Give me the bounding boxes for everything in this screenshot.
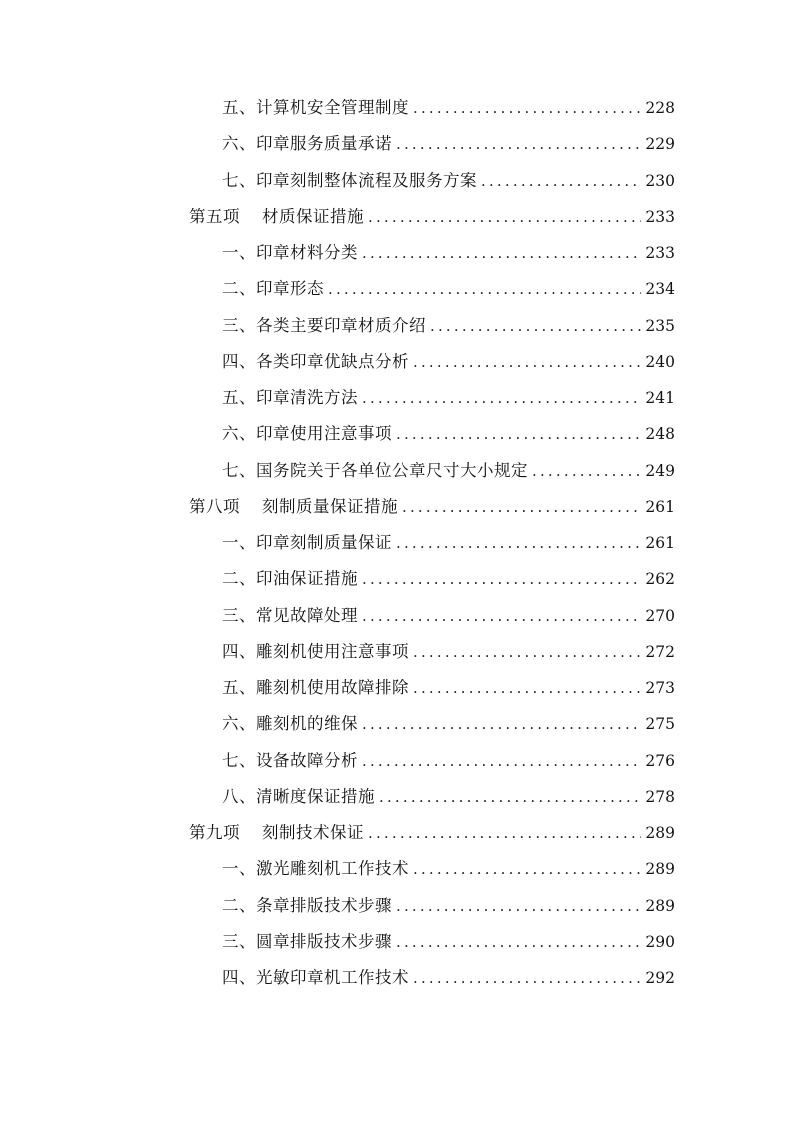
toc-page-number: 276 — [645, 751, 675, 770]
toc-entry-title-text: 三、圆章排版技术步骤 — [222, 931, 392, 951]
toc-page-number: 233 — [645, 207, 675, 226]
dot-leader — [402, 489, 641, 525]
toc-entry[interactable] — [222, 670, 675, 706]
toc-entry-title-text: 第五项 — [189, 206, 240, 226]
toc-page-number: 289 — [645, 860, 675, 879]
toc-page-number: 228 — [645, 99, 675, 117]
toc-entry-title-text: 二、条章排版技术步骤 — [222, 895, 392, 915]
toc-entry-title-text: 三、常见故障处理 — [222, 605, 358, 625]
toc-entry-title — [189, 489, 398, 525]
toc-entry-title — [222, 308, 426, 344]
dot-leader — [396, 126, 641, 162]
toc-entry-title — [189, 815, 364, 851]
toc-entry-title-text: 五、计算机安全管理制度 — [222, 98, 409, 117]
dot-leader — [413, 634, 641, 670]
toc-entry-title — [222, 416, 392, 452]
toc-entry[interactable] — [222, 525, 675, 561]
toc-entry-title — [222, 851, 409, 887]
dot-leader — [362, 235, 641, 271]
toc-entry-title-text: 七、印章刻制整体流程及服务方案 — [222, 170, 477, 190]
toc-entry-title-text: 一、印章刻制质量保证 — [222, 533, 392, 552]
dot-leader — [368, 815, 641, 851]
toc-entry[interactable] — [222, 308, 675, 344]
toc-entry-title — [222, 90, 409, 126]
dot-leader — [413, 670, 641, 706]
toc-entry-title-text: 八、清晰度保证措施 — [222, 786, 375, 806]
toc-page-number: 261 — [645, 534, 675, 552]
dot-leader — [413, 90, 641, 126]
toc-entry[interactable] — [189, 489, 675, 525]
dot-leader — [362, 743, 641, 779]
toc-entry-title-text: 第八项 — [189, 496, 240, 516]
dot-leader — [362, 561, 641, 597]
toc-entry-title — [222, 924, 392, 960]
toc-entry-title-text: 七、国务院关于各单位公章尺寸大小规定 — [222, 460, 528, 480]
toc-page-number: 272 — [645, 642, 675, 661]
dot-leader — [430, 308, 641, 344]
toc-page-number: 273 — [645, 679, 675, 697]
toc-entry-title — [222, 344, 409, 380]
toc-entry-title-text: 六、雕刻机的维保 — [222, 714, 358, 734]
toc-page-number: 240 — [645, 352, 675, 371]
toc-entry-title — [222, 163, 477, 199]
toc-entry-title — [222, 598, 358, 634]
toc-entry-title — [222, 670, 409, 706]
toc-page-number: 292 — [645, 969, 675, 987]
toc-entry-title-text: 四、光敏印章机工作技术 — [222, 968, 409, 987]
toc-page-number: 248 — [645, 425, 675, 444]
toc-entry[interactable] — [222, 634, 675, 670]
toc-entry-title-text: 四、雕刻机使用注意事项 — [222, 641, 409, 661]
dot-leader — [413, 960, 641, 996]
toc-page-number: 270 — [645, 606, 675, 625]
toc-entry-title-text: 六、印章使用注意事项 — [222, 424, 392, 444]
toc-entry-title-text: 三、各类主要印章材质介绍 — [222, 315, 426, 335]
toc-entry-title-text: 七、设备故障分析 — [222, 750, 358, 770]
dot-leader — [396, 525, 641, 561]
toc-entry[interactable] — [222, 888, 675, 924]
toc-page-number: 278 — [645, 787, 675, 806]
toc-entry[interactable] — [222, 453, 675, 489]
toc-entry[interactable] — [189, 815, 675, 851]
toc-entry[interactable] — [222, 126, 675, 162]
toc-entry-title — [222, 779, 375, 815]
toc-entry-title — [222, 960, 409, 996]
toc-entry-title — [222, 634, 409, 670]
toc-entry[interactable] — [222, 235, 675, 271]
dot-leader — [413, 851, 641, 887]
toc-entry[interactable] — [222, 90, 675, 126]
toc-entry-title-text: 一、激光雕刻机工作技术 — [222, 859, 409, 879]
toc-entry[interactable] — [222, 163, 675, 199]
dot-leader — [362, 598, 641, 634]
toc-entry-title — [222, 525, 392, 561]
toc-entry-title — [222, 380, 358, 416]
toc-entry-title — [222, 561, 358, 597]
dot-leader — [532, 453, 641, 489]
toc-entry[interactable] — [222, 851, 675, 887]
dot-leader — [396, 888, 641, 924]
toc-entry-title-rest: 刻制质量保证措施 — [262, 496, 398, 516]
toc-page-number: 234 — [645, 280, 675, 299]
dot-leader — [368, 199, 641, 235]
toc-page-number: 262 — [645, 570, 675, 589]
toc-entry-title-text: 五、印章清洗方法 — [222, 388, 358, 407]
dot-leader — [413, 344, 641, 380]
toc-entry-title-text: 第九项 — [189, 823, 240, 842]
dot-leader — [362, 380, 641, 416]
toc-entry[interactable] — [222, 960, 675, 996]
toc-entry-title — [222, 706, 358, 742]
dot-leader — [481, 163, 641, 199]
toc-entry-title — [222, 235, 358, 271]
toc-page-number: 241 — [645, 389, 675, 407]
toc-entry-title — [222, 453, 528, 489]
toc-entry-title-text: 五、雕刻机使用故障排除 — [222, 678, 409, 697]
toc-entry-title — [222, 271, 324, 307]
toc-entry-title-text: 六、印章服务质量承诺 — [222, 134, 392, 154]
toc-entry-title-text: 一、印章材料分类 — [222, 243, 358, 262]
toc-page-number: 289 — [645, 824, 675, 842]
toc-page-number: 233 — [645, 244, 675, 262]
toc-entry[interactable] — [222, 271, 675, 307]
toc-page-number: 275 — [645, 715, 675, 734]
toc-entry-title — [189, 199, 364, 235]
toc-page-number: 249 — [645, 461, 675, 480]
toc-entry[interactable] — [222, 779, 675, 815]
toc-entry[interactable] — [222, 706, 675, 742]
toc-page-number: 289 — [645, 896, 675, 915]
toc-entry-title-text: 四、各类印章优缺点分析 — [222, 351, 409, 371]
toc-entry-title-text: 二、印油保证措施 — [222, 569, 358, 589]
toc-entry[interactable] — [222, 598, 675, 634]
toc-entry[interactable] — [222, 380, 675, 416]
dot-leader — [379, 779, 641, 815]
toc-entry-title — [222, 888, 392, 924]
dot-leader — [328, 271, 641, 307]
toc-entry-title — [222, 126, 392, 162]
toc-entry[interactable] — [222, 416, 675, 452]
toc-page-number: 290 — [645, 932, 675, 951]
toc-entry[interactable] — [222, 743, 675, 779]
toc-entry[interactable] — [222, 344, 675, 380]
toc-entry-title-rest: 材质保证措施 — [262, 206, 364, 226]
toc-entry-title-rest: 刻制技术保证 — [262, 823, 364, 842]
toc-entry[interactable] — [189, 199, 675, 235]
dot-leader — [396, 416, 641, 452]
toc-entry-title — [222, 743, 358, 779]
toc-entry[interactable] — [222, 924, 675, 960]
toc-page-number: 235 — [645, 316, 675, 335]
dot-leader — [362, 706, 641, 742]
toc-page-number: 261 — [645, 497, 675, 516]
toc-entry[interactable] — [222, 561, 675, 597]
toc-page-number: 229 — [645, 135, 675, 154]
dot-leader — [396, 924, 641, 960]
toc-page-number: 230 — [645, 171, 675, 190]
toc-entry-title-text: 二、印章形态 — [222, 279, 324, 299]
